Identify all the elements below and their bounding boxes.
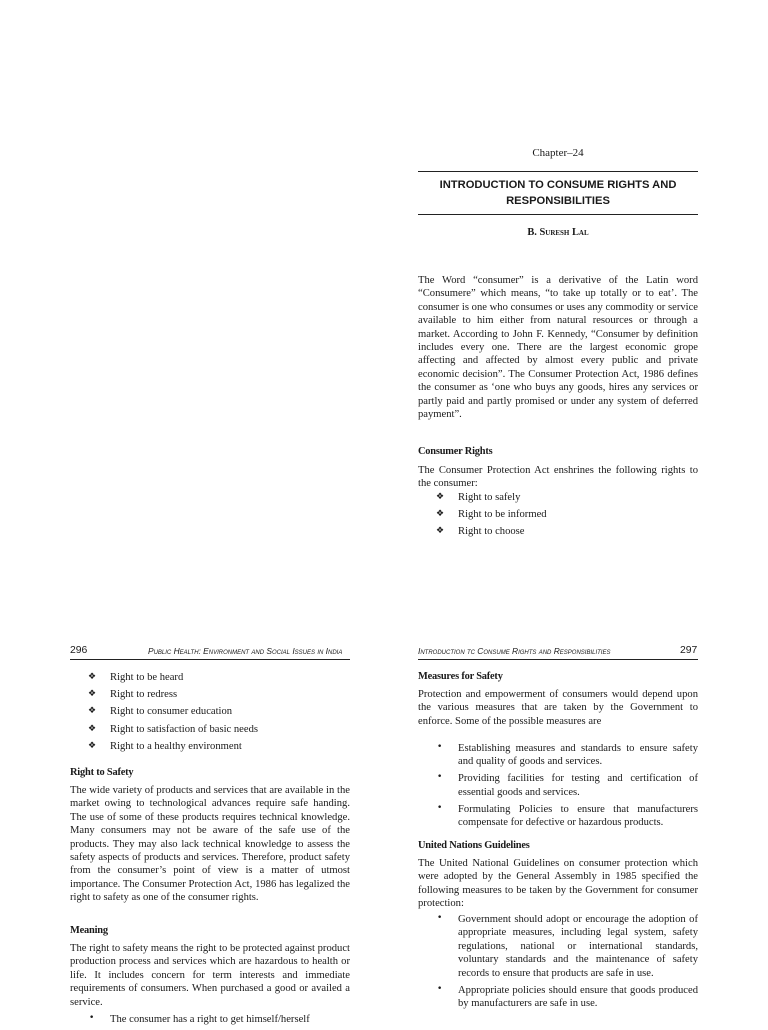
page-number-left: 296 [70, 645, 88, 656]
diamond-bullet-icon: ❖ [88, 689, 97, 700]
bullet-icon: • [437, 772, 443, 783]
author-name: B. Suresh Lal [527, 227, 589, 238]
diamond-bullet-icon: ❖ [88, 723, 97, 734]
right-to-safety-heading: Right to Safety [70, 767, 134, 778]
list-item: ❖ Right to be informed [436, 509, 547, 521]
measures-for-safety-heading: Measures for Safety [418, 671, 503, 682]
un-guidelines-list [418, 913, 698, 1014]
header-rule-right [418, 659, 698, 660]
bullet-icon: • [437, 983, 443, 994]
list-item: • Appropriate policies should ensure that goods produced by manufacturers are safe in use. [437, 983, 698, 1009]
meaning-paragraph: The right to safety means the right to be protected against product production process and services which are hazardous to health or life. It includes concern for term interests and immediate requirements of consumers. When purchased a good or availed a service. [70, 943, 350, 1008]
intro-paragraph: The Word “consumer” is a derivative of the Latin word “Consumere” which means, “to take up totally or to eat’. The consumer is one who consumes or uses any commodity or service available to him either from natural resources or through a market. According to John F. Kennedy, “Consumer by definition includes every one. There are the largest economic grope affecting and affected by almost every public and private economic decision”. The Consumer Protection Act, 1986 defines the consumer as ‘one who buys any goods, hires any services or partly paid and partly promised or under any system of deferred payment”. [418, 275, 698, 421]
running-head-right: Introduction tc Consume Rights and Responsibilities [418, 646, 611, 656]
list-item: • Providing facilities for testing and certification of essential goods and services. [437, 772, 698, 798]
list-item: • Formulating Policies to ensure that manufacturers compensate for defective or hazardous products. [437, 802, 698, 829]
list-item: ❖ Right to be heard [88, 672, 184, 683]
bullet-icon: • [437, 802, 443, 813]
measures-paragraph: Protection and empowerment of consumers would depend upon the various measures that are taken by the Government to enforce. Some of the possible measures are [418, 689, 698, 727]
diamond-bullet-icon: ❖ [436, 526, 445, 537]
title-rule-bottom [418, 214, 698, 215]
list-item: ❖ Right to satisfaction of basic needs [88, 723, 258, 735]
meaning-list [70, 1013, 350, 1030]
rights-intro: The Consumer Protection Act enshrines the following rights to the consumer: [418, 465, 698, 490]
list-item: ❖ Right to consumer education [88, 706, 233, 718]
list-item: ❖ Right to a healthy environment [88, 740, 242, 752]
meaning-heading: Meaning [70, 925, 108, 936]
un-guidelines-paragraph: The United National Guidelines on consumer protection which were adopted by the General Assembly in 1985 specified the following measures to be taken by the Government for consumer protection: [418, 858, 698, 910]
un-guidelines-heading: United Nations Guidelines [418, 840, 530, 851]
diamond-bullet-icon: ❖ [436, 492, 445, 502]
bullet-icon: • [89, 1013, 95, 1023]
list-item: • The consumer has a right to get himself/herself [89, 1013, 310, 1025]
bullet-icon: • [437, 913, 443, 923]
diamond-bullet-icon: ❖ [88, 706, 97, 717]
list-item: ❖ Right to redress [88, 689, 178, 701]
measures-list [418, 742, 698, 833]
diamond-bullet-icon: ❖ [88, 672, 97, 682]
consumer-rights-heading: Consumer Rights [418, 446, 493, 457]
list-item: • Establishing measures and standards to ensure safety and quality of goods and services. [437, 742, 698, 768]
page-number-right: 297 [680, 645, 698, 656]
title-rule-top [418, 171, 698, 172]
diamond-bullet-icon: ❖ [436, 509, 445, 520]
list-item: ❖ Right to choose [436, 526, 525, 538]
chapter-label: Chapter–24 [532, 147, 584, 159]
bullet-icon: • [437, 742, 443, 752]
list-item: • Government should adopt or encourage the adoption of appropriate measures, including legal system, safety regulations, national or international standards, voluntary standards and the maintenance of safety records to ensure that products are safe in use. [437, 913, 698, 979]
diamond-bullet-icon: ❖ [88, 740, 97, 751]
consumer-rights-list [418, 491, 698, 543]
running-head-left: Public Health: Environment and Social Issues in India [148, 646, 343, 656]
list-item: ❖ Right to safely [436, 492, 521, 503]
consumer-rights-list-continued [70, 671, 350, 757]
right-to-safety-paragraph: The wide variety of products and services that are available in the market owing to technological advances require safe handing. The use of some of these products requires technical knowledge. Many consumers may not be aware of the safe use of the products. They may also lack technical knowledge to assess the safety aspects of products and services. Therefore, product safety from the consumer’s point of view is a matter of utmost importance. The Consumer Protection Act, 1986 has legalized the right to safety as one of the consumer rights. [70, 785, 350, 904]
header-rule-left [70, 659, 350, 660]
chapter-title: INTRODUCTION TO CONSUME RIGHTS AND RESPONSIBILITIES [439, 179, 677, 207]
